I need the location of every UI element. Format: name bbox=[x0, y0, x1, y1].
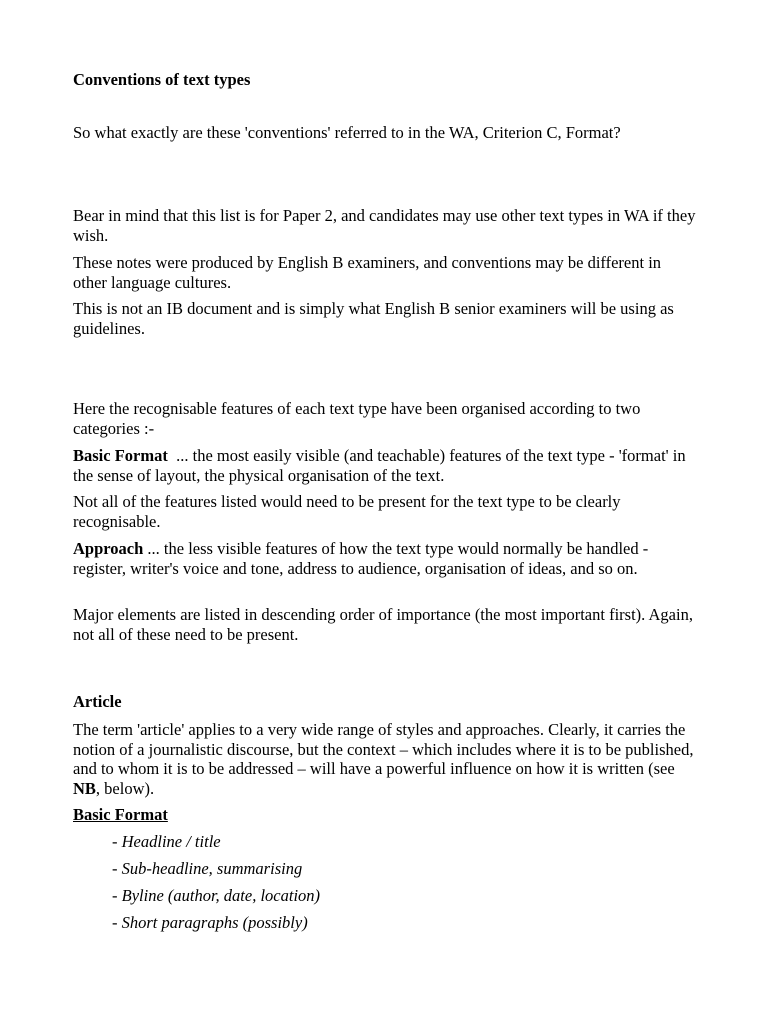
list-item: - Short paragraphs (possibly) bbox=[112, 913, 308, 932]
intro-question: So what exactly are these 'conventions' referred to in the WA, Criterion C, Format? bbox=[73, 123, 621, 142]
article-body bbox=[73, 720, 698, 798]
article-body-text: The term 'article' applies to a very wide range of styles and approaches. Clearly, it carries the notion of a journalistic discourse, but the context – which includes where it is to be published, and to whom it is to be addressed – will have a powerful influence on how it is written (see bbox=[73, 720, 694, 778]
approach-term: Approach bbox=[73, 539, 144, 558]
note-examiners: These notes were produced by English B examiners, and conventions may be different in other language cultures. bbox=[73, 253, 662, 292]
major-elements-note: Major elements are listed in descending order of importance (the most important first). Again, not all of these need to be present. bbox=[73, 605, 693, 644]
list-item: - Byline (author, date, location) bbox=[112, 886, 321, 905]
article-basic-format-heading: Basic Format bbox=[73, 805, 168, 824]
list-item: - Headline / title bbox=[112, 832, 221, 851]
article-heading: Article bbox=[73, 692, 122, 711]
not-all-features-note: Not all of the features listed would need to be present for the text type to be clearly recognisable. bbox=[73, 492, 621, 531]
basic-format-description: ... the most easily visible (and teachable) features of the text type - 'format' in the sense of layout, the physical organisation of the text. bbox=[73, 446, 690, 485]
document-title: Conventions of text types bbox=[73, 70, 251, 89]
list-item: - Sub-headline, summarising bbox=[112, 859, 303, 878]
basic-format-term: Basic Format bbox=[73, 446, 168, 465]
note-paper2: Bear in mind that this list is for Paper 2, and candidates may use other text types in WA if they wish. bbox=[73, 206, 696, 245]
basic-format-definition bbox=[73, 446, 698, 485]
approach-description: ... the less visible features of how the text type would normally be handled - register, writer's voice and tone, address to audience, organisation of ideas, and so on. bbox=[73, 539, 653, 578]
categories-intro: Here the recognisable features of each text type have been organised according to two categories :- bbox=[73, 399, 641, 438]
article-body-tail: , below). bbox=[95, 778, 155, 798]
note-not-ib-document: This is not an IB document and is simply what English B senior examiners will be using as guidelines. bbox=[73, 299, 674, 338]
nb-marker: NB bbox=[73, 778, 96, 798]
approach-definition bbox=[73, 539, 698, 578]
